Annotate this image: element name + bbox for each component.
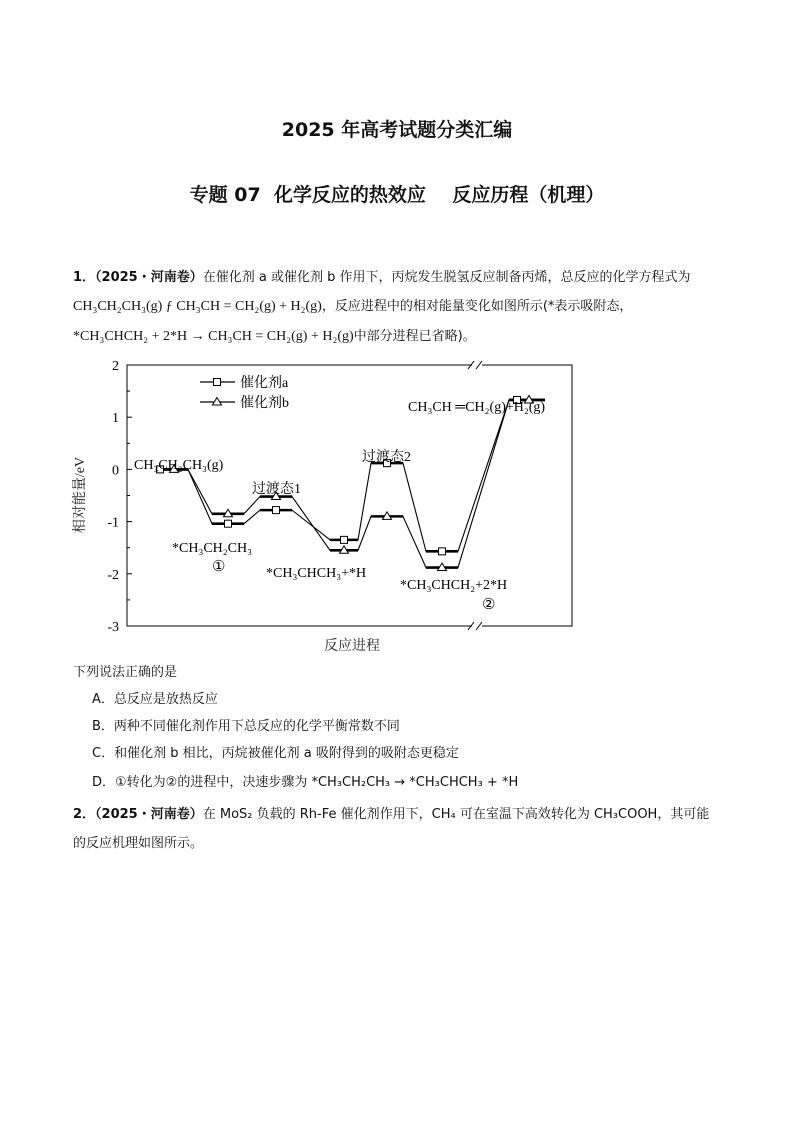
q2-text1: 在 MoS₂ 负载的 Rh-Fe 催化剂作用下，CH₄ 可在室温下高效转化为 CH₃COOH，其可能	[202, 807, 710, 822]
q2-number: 2．	[73, 807, 96, 822]
q2-source: （2025・河南卷）	[95, 807, 203, 822]
q1-option-b: B．两种不同催化剂作用下总反应的化学平衡常数不同	[92, 719, 400, 734]
annotation-int2: *CH₃CHCH₃+*H	[266, 566, 367, 581]
annotation-ts1: 过渡态1	[252, 482, 301, 497]
y-tick-label: 0	[112, 463, 119, 479]
series-line-a	[156, 400, 545, 551]
q1-line3	[73, 327, 476, 347]
y-tick-label: -1	[107, 515, 119, 531]
annotation-int3-tag: ②	[482, 597, 496, 613]
legend-label-a: 催化剂a	[240, 376, 289, 391]
annotation-product: CH₃CH ═CH₂(g)+H₂(g)	[408, 400, 546, 415]
annotation-int1-tag: ①	[212, 559, 226, 575]
annotation-int1: *CH₃CH₂CH₃	[172, 541, 252, 556]
q1-stem-part2: ，反应进程中的相对能量变化如图所示(*表示吸附态，	[321, 299, 633, 314]
annotation-start: CH₃CH₂CH₃(g)	[134, 458, 224, 473]
data-point-a	[225, 520, 232, 527]
energy-profile-chart	[60, 360, 620, 660]
legend	[200, 374, 289, 411]
document-title: 2025 年高考试题分类汇编	[281, 119, 513, 141]
q1-question: 下列说法正确的是	[73, 665, 178, 680]
y-tick-label: 1	[112, 411, 119, 427]
q2-line1	[73, 805, 709, 825]
legend-label-b: 催化剂b	[240, 396, 289, 411]
q1-option-a: A．总反应是放热反应	[92, 692, 218, 707]
annotation-int3: *CH₃CHCH₂+2*H	[400, 578, 508, 593]
data-point-a	[341, 536, 348, 543]
y-axis-label: 相对能量/eV	[73, 456, 88, 534]
y-tick-label: 2	[112, 360, 119, 374]
data-point-a	[439, 548, 446, 555]
q1-line3-equation: *CH₃CHCH₂ + 2*H → CH₃CH = CH₂(g) + H₂(g)	[73, 329, 354, 344]
x-axis-label: 反应进程	[324, 639, 380, 654]
q1-number: 1．	[73, 270, 96, 285]
q1-option-d: D．①转化为②的进程中，决速步骤为 *CH₃CH₂CH₃ → *CH₃CHCH₃ + *H	[92, 775, 519, 790]
q1-source: （2025・河南卷）	[95, 270, 203, 285]
document-subtitle: 专题 07 化学反应的热效应 反应历程（机理）	[189, 184, 605, 206]
q1-line2	[73, 297, 632, 317]
q1-line3-tail: 中部分进程已省略)。	[353, 329, 476, 344]
legend-marker-a	[214, 379, 221, 386]
y-tick-label: -3	[107, 620, 119, 635]
annotation-ts2: 过渡态2	[362, 450, 411, 465]
q1-option-c: C．和催化剂 b 相比，丙烷被催化剂 a 吸附得到的吸附态更稳定	[92, 746, 459, 761]
data-point-a	[273, 507, 280, 514]
q1-equation: CH₃CH₂CH₃(g) ƒ CH₃CH = CH₂(g) + H₂(g)	[73, 299, 322, 314]
q1-stem-part1: 在催化剂 a 或催化剂 b 作用下，丙烷发生脱氢反应制备丙烯，总反应的化学方程式为	[202, 270, 691, 285]
y-tick-label: -2	[107, 567, 119, 583]
q1-line1	[73, 268, 690, 288]
q2-line2: 的反应机理如图所示。	[73, 836, 204, 851]
y-axis	[107, 360, 132, 635]
legend-marker-b	[213, 398, 222, 406]
